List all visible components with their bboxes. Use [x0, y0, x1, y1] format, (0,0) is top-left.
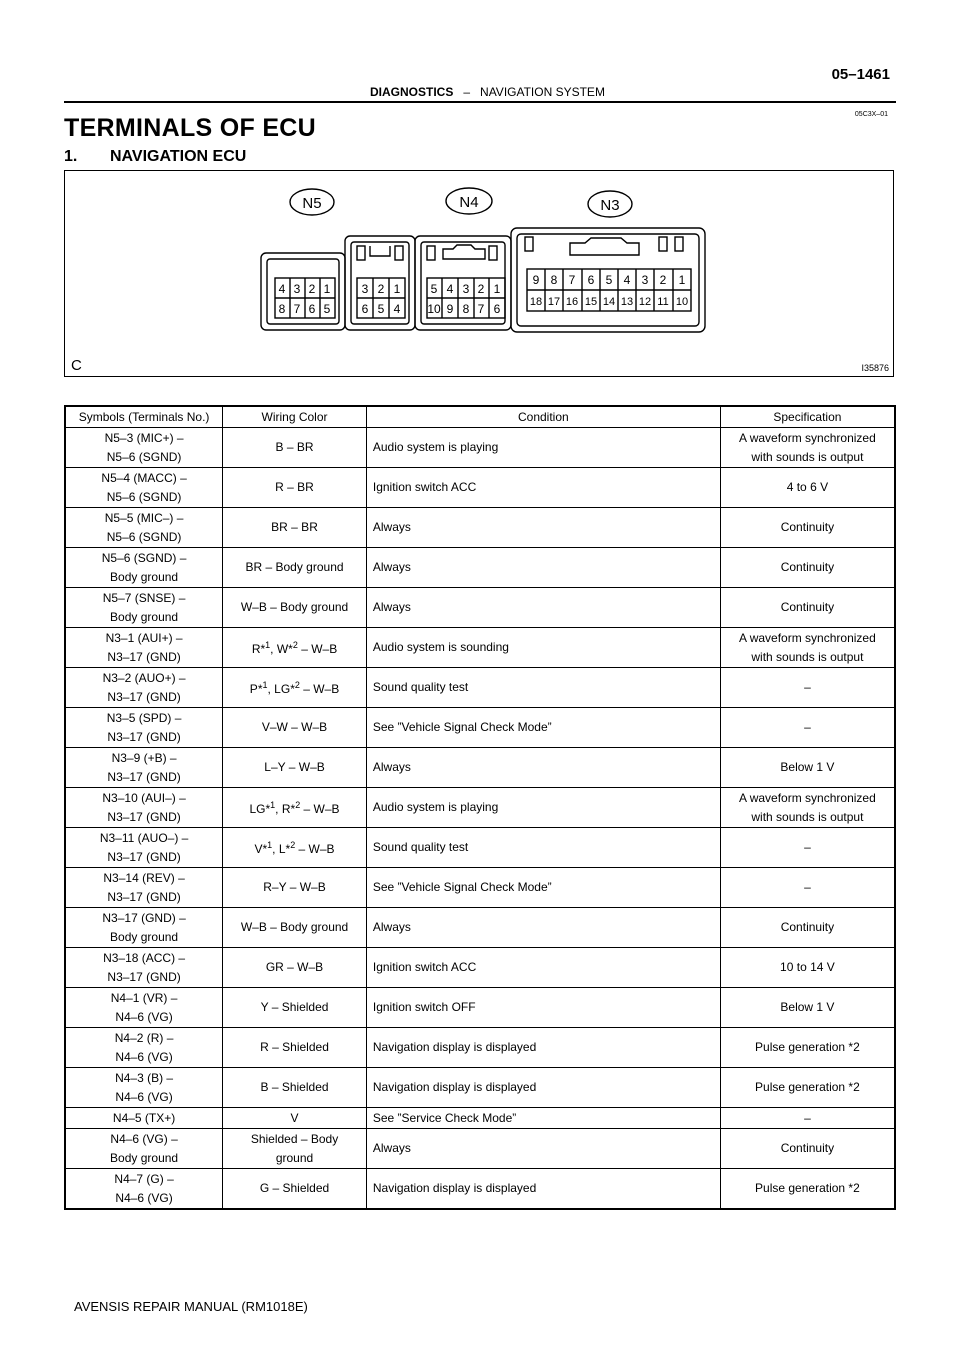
pin-label: 4: [278, 282, 286, 296]
pin-label: 8: [462, 302, 470, 316]
table-body: [65, 428, 895, 1210]
terminal-spec-table: [64, 405, 896, 1210]
cell-specification-line: Continuity: [780, 600, 835, 614]
cell-specification-line: with sounds is output: [751, 649, 864, 664]
column-header-specification: Specification: [720, 406, 895, 428]
cell-wiring-color-line: BR – Body ground: [245, 560, 344, 574]
pin-label: 2: [377, 282, 385, 296]
cell-specification-line: –: [804, 720, 811, 734]
cell-specification: [720, 1068, 895, 1108]
cell-symbol: [65, 908, 223, 948]
table-row: [65, 1169, 895, 1210]
cell-symbol-line: Body ground: [110, 929, 179, 944]
cell-wiring-color-line: R*$^1$, W*$^2$ – W–B: [251, 640, 338, 656]
pin-label: 8: [278, 302, 286, 316]
cell-specification: [720, 868, 895, 908]
table-row: [65, 588, 895, 628]
cell-symbol: [65, 828, 223, 868]
cell-symbol-line: N3–17 (GND): [107, 849, 181, 864]
cell-condition: Navigation display is displayed: [366, 1068, 720, 1108]
table-row: [65, 828, 895, 868]
cell-symbol: [65, 428, 223, 468]
table-row: [65, 908, 895, 948]
pin-label: 10: [427, 302, 441, 316]
cell-specification: [720, 628, 895, 668]
cell-symbol: [65, 788, 223, 828]
column-header-symbols: Symbols (Terminals No.): [65, 406, 223, 428]
cell-specification-line: Continuity: [780, 920, 835, 934]
cell-specification: [720, 988, 895, 1028]
pin-label: 17: [547, 296, 561, 308]
cell-wiring-color-line: R – Shielded: [260, 1040, 329, 1054]
table-row: [65, 1129, 895, 1169]
cell-condition: Ignition switch ACC: [366, 468, 720, 508]
cell-wiring-color-line: W–B – Body ground: [240, 920, 349, 934]
cell-symbol-line: Body ground: [110, 1150, 179, 1165]
cell-specification-line: 10 to 14 V: [780, 960, 835, 974]
cell-specification: [720, 1108, 895, 1129]
table-row: [65, 1108, 895, 1129]
cell-specification: [720, 1129, 895, 1169]
cell-symbol-line: N4–6 (VG) –: [110, 1131, 178, 1146]
header-subsection-name: NAVIGATION SYSTEM: [480, 85, 605, 99]
cell-specification: [720, 788, 895, 828]
cell-specification-line: A waveform synchronized: [739, 430, 876, 445]
cell-symbol: [65, 1129, 223, 1169]
cell-specification-line: Below 1 V: [780, 760, 835, 774]
cell-condition: Sound quality test: [366, 668, 720, 708]
cell-wiring-color-line: R–Y – W–B: [263, 880, 326, 894]
page-footer: AVENSIS REPAIR MANUAL (RM1018E): [74, 1299, 308, 1314]
cell-wiring-color: [223, 908, 367, 948]
cell-specification: [720, 708, 895, 748]
cell-wiring-color-line: GR – W–B: [265, 960, 324, 974]
cell-wiring-color: [223, 468, 367, 508]
cell-specification-line: Continuity: [780, 520, 835, 534]
page-number: 05–1461: [831, 66, 890, 83]
cell-wiring-color: [223, 588, 367, 628]
cell-wiring-color: [223, 668, 367, 708]
cell-symbol-line: N3–17 (GND): [107, 649, 181, 664]
cell-symbol: [65, 588, 223, 628]
cell-specification-line: Pulse generation *2: [755, 1080, 860, 1094]
cell-symbol-line: N3–5 (SPD) –: [106, 710, 182, 725]
pin-label: 4: [446, 282, 454, 296]
cell-condition: Always: [366, 748, 720, 788]
pin-label: 3: [361, 282, 369, 296]
cell-wiring-color: [223, 868, 367, 908]
pin-label: 1: [323, 282, 331, 296]
cell-wiring-color: [223, 1129, 367, 1169]
cell-wiring-color-line: W–B – Body ground: [240, 600, 349, 614]
cell-symbol-line: N4–6 (VG): [115, 1190, 173, 1205]
pin-label: 2: [659, 273, 667, 287]
cell-symbol-line: N5–6 (SGND) –: [101, 550, 187, 565]
cell-symbol: [65, 468, 223, 508]
cell-wiring-color: [223, 828, 367, 868]
cell-wiring-color: [223, 988, 367, 1028]
table-row: [65, 668, 895, 708]
cell-wiring-color: [223, 948, 367, 988]
cell-symbol-line: N4–7 (G) –: [114, 1171, 174, 1186]
cell-symbol-line: N5–6 (SGND): [106, 489, 182, 504]
table-row: [65, 1028, 895, 1068]
cell-symbol-line: N5–3 (MIC+) –: [104, 430, 184, 445]
cell-symbol: [65, 1068, 223, 1108]
table-row: [65, 428, 895, 468]
cell-specification: [720, 548, 895, 588]
pin-label: 11: [657, 296, 669, 308]
cell-symbol-line: N3–18 (ACC) –: [103, 950, 186, 965]
connector-label-n5: N5: [302, 195, 322, 212]
cell-symbol: [65, 868, 223, 908]
table-row: [65, 748, 895, 788]
pin-label: 7: [568, 273, 576, 287]
pin-label: 15: [584, 296, 598, 308]
cell-symbol-line: N3–1 (AUI+) –: [105, 630, 183, 645]
cell-specification-line: 4 to 6 V: [786, 480, 829, 494]
cell-condition: Navigation display is displayed: [366, 1169, 720, 1210]
cell-symbol: [65, 548, 223, 588]
table-row: [65, 468, 895, 508]
pin-label: 13: [620, 296, 634, 308]
cell-symbol: [65, 1028, 223, 1068]
cell-specification-line: –: [804, 840, 811, 854]
cell-condition: Always: [366, 548, 720, 588]
cell-wiring-color-line: V: [290, 1110, 299, 1125]
header-rule: [64, 101, 896, 103]
cell-wiring-color: [223, 708, 367, 748]
pin-label: 5: [430, 282, 438, 296]
cell-specification-line: –: [804, 680, 811, 694]
cell-symbol: [65, 1108, 223, 1129]
cell-symbol-line: Body ground: [110, 569, 179, 584]
connector-label-n3: N3: [600, 197, 620, 214]
pin-label: 1: [493, 282, 501, 296]
pin-label: 5: [323, 302, 331, 316]
cell-symbol: [65, 668, 223, 708]
cell-condition: Always: [366, 508, 720, 548]
cell-symbol-line: N3–14 (REV) –: [103, 870, 185, 885]
cell-symbol-line: N3–17 (GND): [107, 969, 181, 984]
pin-label: 3: [641, 273, 649, 287]
table-row: [65, 868, 895, 908]
cell-condition: Always: [366, 588, 720, 628]
pin-label: 12: [638, 296, 652, 308]
cell-wiring-color-line: G – Shielded: [259, 1181, 330, 1195]
cell-wiring-color-line: ground: [275, 1150, 314, 1165]
header-separator: –: [463, 85, 471, 99]
cell-condition: Audio system is sounding: [366, 628, 720, 668]
cell-symbol-line: N3–2 (AUO+) –: [102, 670, 186, 685]
cell-symbol-line: N3–17 (GND): [107, 769, 181, 784]
section-heading: [64, 148, 246, 166]
cell-symbol: [65, 708, 223, 748]
cell-symbol-line: N5–7 (SNSE) –: [102, 590, 186, 605]
cell-specification-line: Below 1 V: [780, 1000, 835, 1014]
cell-wiring-color: [223, 748, 367, 788]
cell-condition: Always: [366, 1129, 720, 1169]
cell-symbol-line: N3–9 (+B) –: [111, 750, 177, 765]
table-row: [65, 508, 895, 548]
cell-specification-line: Continuity: [780, 560, 835, 574]
cell-specification-line: A waveform synchronized: [739, 630, 876, 645]
pin-label: 3: [462, 282, 470, 296]
figure-corner-letter: C: [71, 357, 82, 374]
table-row: [65, 1068, 895, 1108]
cell-symbol-line: N3–17 (GND): [107, 729, 181, 744]
cell-wiring-color: [223, 788, 367, 828]
cell-specification: [720, 668, 895, 708]
cell-wiring-color: [223, 1169, 367, 1210]
pin-label: 14: [602, 296, 616, 308]
pin-label: 16: [565, 296, 579, 308]
column-header-wiring-color: Wiring Color: [223, 406, 367, 428]
cell-symbol-line: N5–5 (MIC–) –: [104, 510, 184, 525]
cell-specification-line: –: [804, 1110, 811, 1125]
cell-specification: [720, 828, 895, 868]
cell-specification: [720, 908, 895, 948]
connector-diagram: [65, 171, 892, 375]
cell-wiring-color: [223, 508, 367, 548]
cell-wiring-color: [223, 1028, 367, 1068]
cell-symbol-line: N4–6 (VG): [115, 1009, 173, 1024]
cell-symbol-line: N4–1 (VR) –: [110, 990, 178, 1005]
pin-label: 9: [446, 302, 454, 316]
cell-condition: Ignition switch OFF: [366, 988, 720, 1028]
pin-label: 9: [532, 273, 540, 287]
pin-label: 6: [308, 302, 316, 316]
cell-symbol-line: N4–5 (TX+): [112, 1110, 176, 1125]
pin-label: 18: [529, 296, 543, 308]
pin-label: 7: [293, 302, 301, 316]
cell-specification-line: A waveform synchronized: [739, 790, 876, 805]
cell-specification: [720, 1169, 895, 1210]
cell-specification-line: –: [804, 880, 811, 894]
cell-symbol-line: N5–6 (SGND): [106, 529, 182, 544]
pin-label: 6: [493, 302, 501, 316]
cell-wiring-color-line: Y – Shielded: [260, 1000, 329, 1014]
cell-wiring-color: [223, 1108, 367, 1129]
cell-condition: Navigation display is displayed: [366, 1028, 720, 1068]
figure-id: I35876: [861, 363, 889, 373]
page-title: TERMINALS OF ECU: [64, 114, 317, 142]
cell-condition: See ”Vehicle Signal Check Mode”: [366, 868, 720, 908]
pin-label: 8: [550, 273, 558, 287]
pin-label: 1: [678, 273, 686, 287]
pin-label: 6: [361, 302, 369, 316]
cell-symbol: [65, 988, 223, 1028]
cell-wiring-color-line: BR – BR: [271, 520, 318, 534]
table-row: [65, 548, 895, 588]
table-row: [65, 948, 895, 988]
cell-symbol-line: N3–17 (GND): [107, 809, 181, 824]
cell-symbol-line: N5–6 (SGND): [106, 449, 182, 464]
cell-symbol-line: N3–10 (AUI–) –: [102, 790, 186, 805]
cell-condition: Always: [366, 908, 720, 948]
cell-condition: Audio system is playing: [366, 788, 720, 828]
cell-wiring-color: [223, 1068, 367, 1108]
cell-wiring-color-line: V–W – W–B: [261, 720, 328, 734]
cell-symbol-line: N4–2 (R) –: [114, 1030, 174, 1045]
pin-label: 1: [393, 282, 401, 296]
table-header-row: [65, 406, 895, 428]
cell-wiring-color-line: V*$^1$, L*$^2$ – W–B: [254, 840, 335, 856]
cell-symbol-line: N3–17 (GND) –: [102, 910, 186, 925]
cell-specification: [720, 468, 895, 508]
cell-specification: [720, 588, 895, 628]
header-section-name: DIAGNOSTICS: [370, 85, 454, 99]
pin-label: 2: [477, 282, 485, 296]
cell-symbol: [65, 1169, 223, 1210]
cell-wiring-color-line: B – Shielded: [260, 1080, 329, 1094]
pin-label: 3: [293, 282, 301, 296]
cell-specification: [720, 428, 895, 468]
table-row: [65, 708, 895, 748]
cell-wiring-color: [223, 628, 367, 668]
cell-symbol-line: N3–17 (GND): [107, 689, 181, 704]
cell-wiring-color-line: LG*$^1$, R*$^2$ – W–B: [249, 800, 340, 816]
cell-wiring-color: [223, 428, 367, 468]
cell-symbol: [65, 948, 223, 988]
cell-specification-line: Continuity: [780, 1141, 835, 1155]
table-row: [65, 788, 895, 828]
pin-label: 6: [587, 273, 595, 287]
running-header: [370, 85, 605, 99]
pin-label: 5: [377, 302, 385, 316]
cell-specification-line: with sounds is output: [751, 449, 864, 464]
cell-condition: Ignition switch ACC: [366, 948, 720, 988]
cell-specification-line: with sounds is output: [751, 809, 864, 824]
cell-symbol-line: N3–11 (AUO–) –: [99, 830, 189, 845]
pin-label: 7: [477, 302, 485, 316]
cell-condition: Audio system is playing: [366, 428, 720, 468]
pin-label: 5: [605, 273, 613, 287]
cell-condition: Sound quality test: [366, 828, 720, 868]
cell-condition: See ”Service Check Mode”: [366, 1108, 720, 1129]
column-header-condition: Condition: [366, 406, 720, 428]
cell-specification: [720, 748, 895, 788]
cell-symbol-line: N4–6 (VG): [115, 1089, 173, 1104]
cell-wiring-color-line: P*$^1$, LG*$^2$ – W–B: [249, 680, 340, 696]
cell-symbol-line: N5–4 (MACC) –: [101, 470, 187, 485]
cell-wiring-color-line: B – BR: [275, 440, 314, 454]
cell-symbol-line: N4–6 (VG): [115, 1049, 173, 1064]
cell-specification: [720, 508, 895, 548]
section-number: 1.: [64, 148, 78, 165]
cell-symbol-line: Body ground: [110, 609, 179, 624]
cell-wiring-color-line: L–Y – W–B: [264, 760, 325, 774]
table-row: [65, 988, 895, 1028]
cell-symbol: [65, 748, 223, 788]
cell-specification-line: Pulse generation *2: [755, 1040, 860, 1054]
cell-symbol-line: N4–3 (B) –: [115, 1070, 174, 1085]
table-row: [65, 628, 895, 668]
cell-specification: [720, 1028, 895, 1068]
section-heading-text: NAVIGATION ECU: [110, 148, 247, 165]
cell-wiring-color: [223, 548, 367, 588]
connector-label-n4: N4: [459, 194, 479, 211]
cell-symbol: [65, 508, 223, 548]
connector-figure: [64, 170, 894, 377]
pin-label: 2: [308, 282, 316, 296]
cell-symbol-line: N3–17 (GND): [107, 889, 181, 904]
pin-label: 10: [675, 296, 689, 308]
cell-symbol: [65, 628, 223, 668]
cell-wiring-color-line: R – BR: [275, 480, 314, 494]
pin-label: 4: [623, 273, 631, 287]
cell-condition: See ”Vehicle Signal Check Mode”: [366, 708, 720, 748]
cell-specification-line: Pulse generation *2: [755, 1181, 860, 1195]
cell-specification: [720, 948, 895, 988]
document-code: 05C3X–01: [854, 111, 888, 118]
pin-label: 4: [393, 302, 401, 316]
cell-wiring-color-line: Shielded – Body: [250, 1131, 339, 1146]
